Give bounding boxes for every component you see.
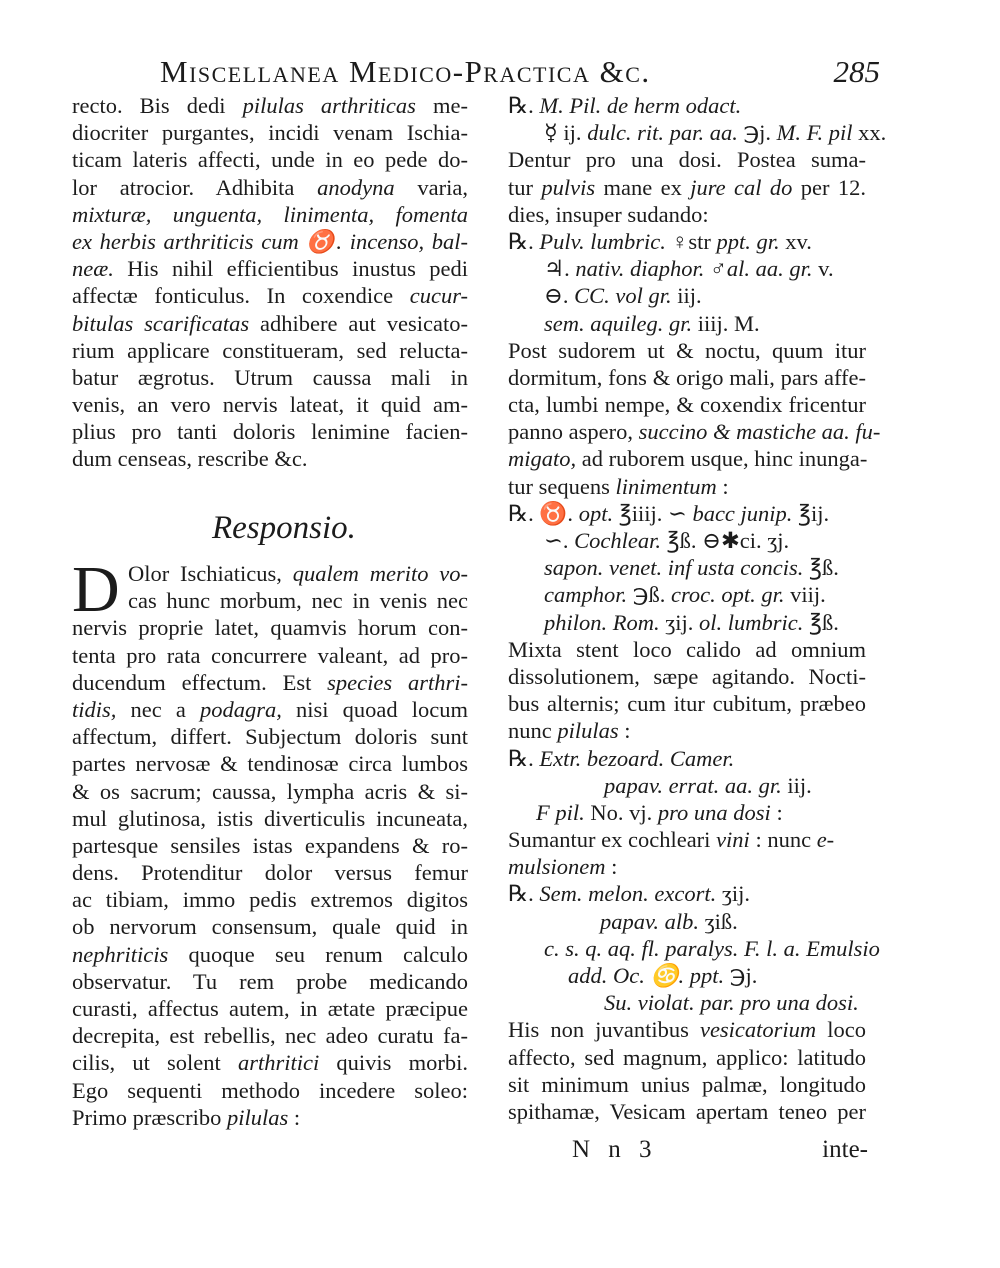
text-line: [508, 310, 866, 337]
text-segment: ∽.: [544, 528, 575, 553]
italic-segment: sem. aquileg. gr.: [544, 310, 693, 336]
text-segment: :: [605, 854, 618, 880]
text-segment: observatur. Tu rem probe medicando: [72, 968, 468, 994]
text-line: [72, 310, 468, 337]
text-segment: diocriter purgantes, incidi venam Ischia-: [72, 120, 468, 146]
text-line: [508, 119, 887, 146]
running-header: [160, 54, 880, 94]
text-line: [508, 1098, 866, 1125]
text-segment: affecto, sed magnum, applico: latitudo: [508, 1044, 866, 1070]
italic-segment: arthritici: [237, 1050, 320, 1076]
italic-segment: Sem. melon. excort.: [539, 881, 717, 907]
italic-segment: papav. errat. aa. gr.: [604, 772, 782, 798]
italic-segment: migato,: [508, 446, 577, 472]
text-segment: tenta pro rata concurrere valeant, ad pro-: [72, 642, 468, 668]
italic-segment: Su. violat. par. pro una dosi.: [604, 990, 859, 1016]
text-segment: ℈ß.: [627, 582, 671, 608]
text-line: [72, 418, 468, 445]
text-segment: ℥ij.: [792, 500, 830, 526]
text-segment: iij.: [781, 772, 812, 798]
text-line: [508, 201, 866, 228]
text-line: [508, 174, 866, 201]
italic-segment: pilulas arthriticas: [242, 93, 416, 118]
text-segment: plius pro tanti doloris lenimine facien-: [72, 419, 468, 445]
text-line: [72, 364, 468, 391]
text-line: [508, 92, 866, 119]
italic-segment: pilulas: [557, 718, 619, 744]
text-segment: ticam lateris affecti, unde in eo pede do-: [72, 147, 468, 173]
text-segment: dissolutionem, sæpe agitando. Nocti-: [508, 663, 866, 689]
italic-segment: croc. opt. gr.: [670, 582, 785, 608]
text-segment: ☿ ij.: [544, 120, 588, 146]
italic-segment: bacc junip.: [692, 500, 793, 526]
italic-segment: opt.: [578, 500, 614, 526]
italic-segment: podagra,: [199, 696, 282, 722]
text-segment: dies, insuper sudando:: [508, 201, 709, 227]
text-line: [508, 908, 866, 935]
text-segment: & os sacrum; caussa, lympha acris & si-: [72, 778, 468, 804]
text-line: [72, 723, 468, 750]
text-line: [72, 696, 468, 723]
text-segment: ducendum effectum. Est: [72, 669, 328, 695]
text-line: [72, 778, 468, 805]
text-segment: Dentur pro una dosi. Postea suma-: [508, 147, 866, 173]
text-segment: ℞.: [508, 881, 540, 907]
text-segment: : nunc: [749, 827, 817, 853]
text-line: [508, 527, 866, 554]
text-line: [72, 1077, 468, 1104]
text-line: [508, 364, 866, 391]
text-segment: ℞.: [508, 93, 540, 118]
italic-segment: linimentum: [615, 473, 717, 499]
text-segment: viij.: [784, 582, 826, 608]
text-segment: cta, lumbi nempe, & coxendix fricentur: [508, 392, 866, 418]
text-segment: partesque sensiles istas expandens & ro-: [72, 832, 468, 858]
text-segment: ad ruborem usque, hinc inunga-: [576, 446, 868, 472]
italic-segment: M. F. pil: [776, 120, 853, 146]
text-segment: ʒiß.: [698, 908, 738, 934]
text-line: [508, 391, 866, 418]
italic-segment: e-: [816, 827, 835, 853]
text-segment: loco: [816, 1017, 866, 1043]
italic-segment: ppt. gr.: [716, 228, 780, 254]
text-line: [508, 663, 866, 690]
text-segment: rium applicare constitueram, sed relucta-: [72, 337, 468, 363]
text-line: [72, 642, 468, 669]
page-footer: [572, 1136, 868, 1164]
text-segment: varia,: [394, 174, 468, 200]
text-line: [508, 636, 866, 663]
text-segment: ℥ß.: [803, 609, 839, 635]
italic-segment: CC. vol gr.: [574, 283, 672, 309]
text-segment: xv.: [779, 228, 812, 254]
text-line: [508, 962, 866, 989]
text-line: [508, 418, 881, 445]
italic-segment: c. s. q. aq. fl. paralys. F. l. a. Emulsio: [544, 935, 880, 961]
text-line: [72, 669, 468, 696]
italic-segment: add. Oc. ♋. ppt.: [568, 963, 725, 988]
text-line: [72, 968, 468, 995]
text-segment: Ego sequenti methodo incedere soleo:: [72, 1077, 468, 1103]
text-segment: His nihil efficientibus inustus pedi: [113, 256, 468, 282]
text-segment: ℞. ♉.: [508, 500, 579, 526]
italic-segment: nativ. diaphor. ♂al. aa. gr.: [575, 256, 813, 282]
text-line: [72, 1022, 468, 1049]
text-line: [508, 445, 866, 472]
text-segment: ob nervorum consensum, quale quid in: [72, 914, 468, 940]
text-line: [72, 228, 468, 255]
italic-segment: neæ.: [72, 256, 114, 282]
text-segment: ℥iiij. ∽: [613, 500, 693, 526]
text-segment: iij.: [671, 283, 702, 309]
right-column: [508, 92, 887, 1125]
text-segment: v.: [812, 256, 834, 282]
text-segment: ⊖.: [544, 283, 575, 309]
text-line: [72, 587, 468, 614]
text-segment: bus alternis; cum itur cubitum, præbeo: [508, 691, 866, 717]
italic-segment: anodyna: [317, 174, 395, 200]
text-line: [72, 391, 468, 418]
italic-segment: papav. alb.: [600, 908, 699, 934]
italic-segment: Cochlear.: [574, 528, 661, 553]
text-line: [508, 1071, 866, 1098]
text-segment: dum censeas, rescribe &c.: [72, 446, 308, 472]
text-line: [72, 282, 468, 309]
italic-segment: dulc. rit. par. aa.: [587, 120, 738, 146]
text-segment: His non juvantibus: [508, 1017, 700, 1043]
italic-segment: ol. lumbric.: [699, 609, 804, 635]
text-line: [72, 913, 468, 940]
text-segment: tur: [508, 174, 542, 200]
italic-segment: philon. Rom.: [544, 609, 660, 635]
text-segment: affectæ fonticulus. In coxendice: [72, 283, 410, 309]
text-segment: ℞.: [508, 228, 540, 254]
italic-segment: Extr. bezoard. Camer.: [539, 745, 735, 771]
text-segment: Mixta stent loco calido ad omnium: [508, 636, 866, 662]
text-segment: sit minimum unius palmæ, longitudo: [508, 1071, 866, 1097]
text-line: [72, 941, 468, 968]
text-line: [72, 119, 468, 146]
catchword: inte-: [822, 1136, 868, 1163]
text-line: [508, 989, 866, 1016]
italic-segment: mulsionem: [508, 854, 606, 880]
text-segment: ℈j.: [737, 120, 777, 146]
text-line: [72, 859, 468, 886]
text-segment: adhibere aut vesicato-: [249, 310, 468, 336]
text-segment: spithamæ, Vesicam apertam teneo per: [508, 1098, 866, 1124]
text-line: [508, 255, 866, 282]
text-line: [508, 745, 866, 772]
text-line: [72, 445, 468, 472]
text-segment: Olor Ischiaticus,: [128, 561, 282, 586]
page-number: 285: [833, 54, 880, 89]
text-line: [72, 614, 468, 641]
text-segment: :: [618, 718, 631, 744]
text-line: [508, 500, 866, 527]
text-line: [508, 690, 866, 717]
text-segment: cas hunc morbum, nec in venis nec: [128, 588, 468, 614]
text-line: [72, 174, 468, 201]
text-segment: dens. Protenditur dolor versus femur: [72, 860, 468, 886]
text-line: [508, 1016, 866, 1043]
text-line: [508, 228, 866, 255]
text-line: [72, 1049, 468, 1076]
italic-segment: nephriticis: [72, 941, 169, 967]
text-line: [508, 826, 866, 853]
text-segment: nervis proprie latet, quamvis horum con-: [72, 615, 468, 641]
text-line: [72, 92, 468, 119]
italic-segment: F pil.: [536, 799, 585, 825]
text-segment: affectum, differt. Subjectum doloris sunt: [72, 724, 468, 750]
text-segment: ac tibiam, immo pedis extremos digitos: [72, 887, 468, 913]
text-segment: curasti, affectus autem, in ætate præcipue: [72, 996, 468, 1021]
text-segment: ℥ß.: [803, 555, 839, 581]
italic-segment: vesicatorium: [699, 1017, 817, 1043]
text-segment: Primo præscribo: [72, 1104, 227, 1130]
italic-segment: Pulv. lumbric.: [539, 228, 666, 254]
text-line: [72, 805, 468, 832]
left-column: [72, 92, 468, 473]
text-segment: ♀str: [665, 228, 717, 254]
text-segment: recto. Bis dedi: [72, 93, 243, 118]
italic-segment: cucur-: [409, 283, 468, 309]
signature-mark: N n 3: [572, 1136, 658, 1163]
text-line: [72, 1104, 468, 1131]
text-line: [72, 255, 468, 282]
text-segment: iiij. M.: [692, 310, 760, 336]
text-segment: mane ex: [595, 174, 691, 200]
text-segment: venis, an vero nervis lateat, it quid am-: [72, 392, 468, 418]
text-line: [508, 772, 866, 799]
text-segment: nunc: [508, 718, 558, 744]
text-segment: quoque seu renum calculo: [168, 941, 468, 967]
italic-segment: vini: [716, 827, 750, 853]
text-line: [72, 337, 468, 364]
text-line: [72, 560, 468, 587]
text-segment: quivis morbi.: [319, 1050, 468, 1076]
text-segment: per 12.: [792, 174, 866, 200]
italic-segment: bitulas scarificatas: [72, 310, 250, 336]
text-segment: :: [716, 473, 729, 499]
text-segment: partes nervosæ & tendinosæ circa lumbos: [72, 751, 468, 777]
text-segment: ʒij.: [659, 609, 699, 635]
responsio-text: [72, 553, 468, 1131]
section-heading: Responsio.: [212, 510, 356, 546]
text-segment: me-: [415, 93, 468, 118]
text-segment: lor atrocior. Adhibita: [72, 174, 318, 200]
italic-segment: tidis,: [72, 696, 117, 722]
text-segment: xx.: [852, 120, 887, 146]
text-line: [508, 337, 866, 364]
text-line: [508, 1044, 866, 1071]
italic-segment: succino & mastiche aa. fu-: [638, 419, 881, 445]
text-segment: ʒij.: [716, 881, 750, 907]
text-segment: :: [770, 799, 783, 825]
text-line: [508, 473, 866, 500]
text-segment: nisi quoad locum: [281, 696, 468, 722]
italic-segment: jure cal do: [690, 174, 793, 200]
text-line: [508, 853, 866, 880]
text-line: [508, 717, 866, 744]
text-segment: ℈j.: [724, 963, 758, 988]
italic-segment: mixturæ, unguenta, linimenta, fomenta: [72, 201, 468, 227]
text-line: [508, 581, 866, 608]
text-segment: ℞.: [508, 745, 540, 771]
text-segment: batur ægrotus. Utrum caussa mali in: [72, 364, 468, 390]
text-segment: panno aspero,: [508, 419, 639, 445]
text-segment: Post sudorem ut & noctu, quum itur: [508, 337, 866, 363]
text-line: [72, 886, 468, 913]
text-line: [508, 799, 866, 826]
text-segment: ♃.: [544, 256, 576, 282]
text-line: [508, 935, 880, 962]
text-segment: cilis, ut solent: [72, 1050, 238, 1076]
italic-segment: sapon. venet. inf usta concis.: [544, 555, 804, 581]
text-segment: No. vj.: [584, 799, 658, 825]
text-line: [508, 554, 866, 581]
text-line: [72, 832, 468, 859]
text-line: [72, 750, 468, 777]
text-segment: decrepita, est rebellis, nec adeo curatu fa-: [72, 1023, 468, 1049]
text-line: [508, 609, 866, 636]
text-line: [508, 146, 866, 173]
italic-segment: camphor.: [544, 582, 628, 608]
italic-segment: pro una dosi: [657, 799, 771, 825]
text-segment: mul glutinosa, istis diverticulis incuneata,: [72, 805, 468, 831]
text-segment: ℥ß. ⊖✱ci. ʒj.: [660, 528, 790, 553]
drop-cap: D: [72, 553, 120, 626]
text-line: [508, 282, 866, 309]
text-line: [72, 146, 468, 173]
italic-segment: pulvis: [541, 174, 596, 200]
text-segment: tur sequens: [508, 473, 616, 499]
italic-segment: pilulas: [227, 1104, 289, 1130]
italic-segment: M. Pil. de herm odact.: [539, 93, 742, 118]
text-segment: Sumantur ex cochleari: [508, 827, 717, 853]
text-line: [72, 201, 468, 228]
text-line: [72, 995, 468, 1022]
text-segment: nec a: [116, 696, 200, 722]
italic-segment: ex herbis arthriticis cum ♉. incenso, bal-: [72, 228, 468, 254]
text-line: [508, 880, 866, 907]
italic-segment: species arthri-: [327, 669, 468, 695]
italic-segment: qualem merito vo-: [281, 561, 468, 586]
running-head: Miscellanea Medico-Practica &c.: [160, 54, 651, 89]
text-segment: :: [288, 1104, 301, 1130]
text-segment: dormitum, fons & origo mali, pars affe-: [508, 364, 866, 390]
